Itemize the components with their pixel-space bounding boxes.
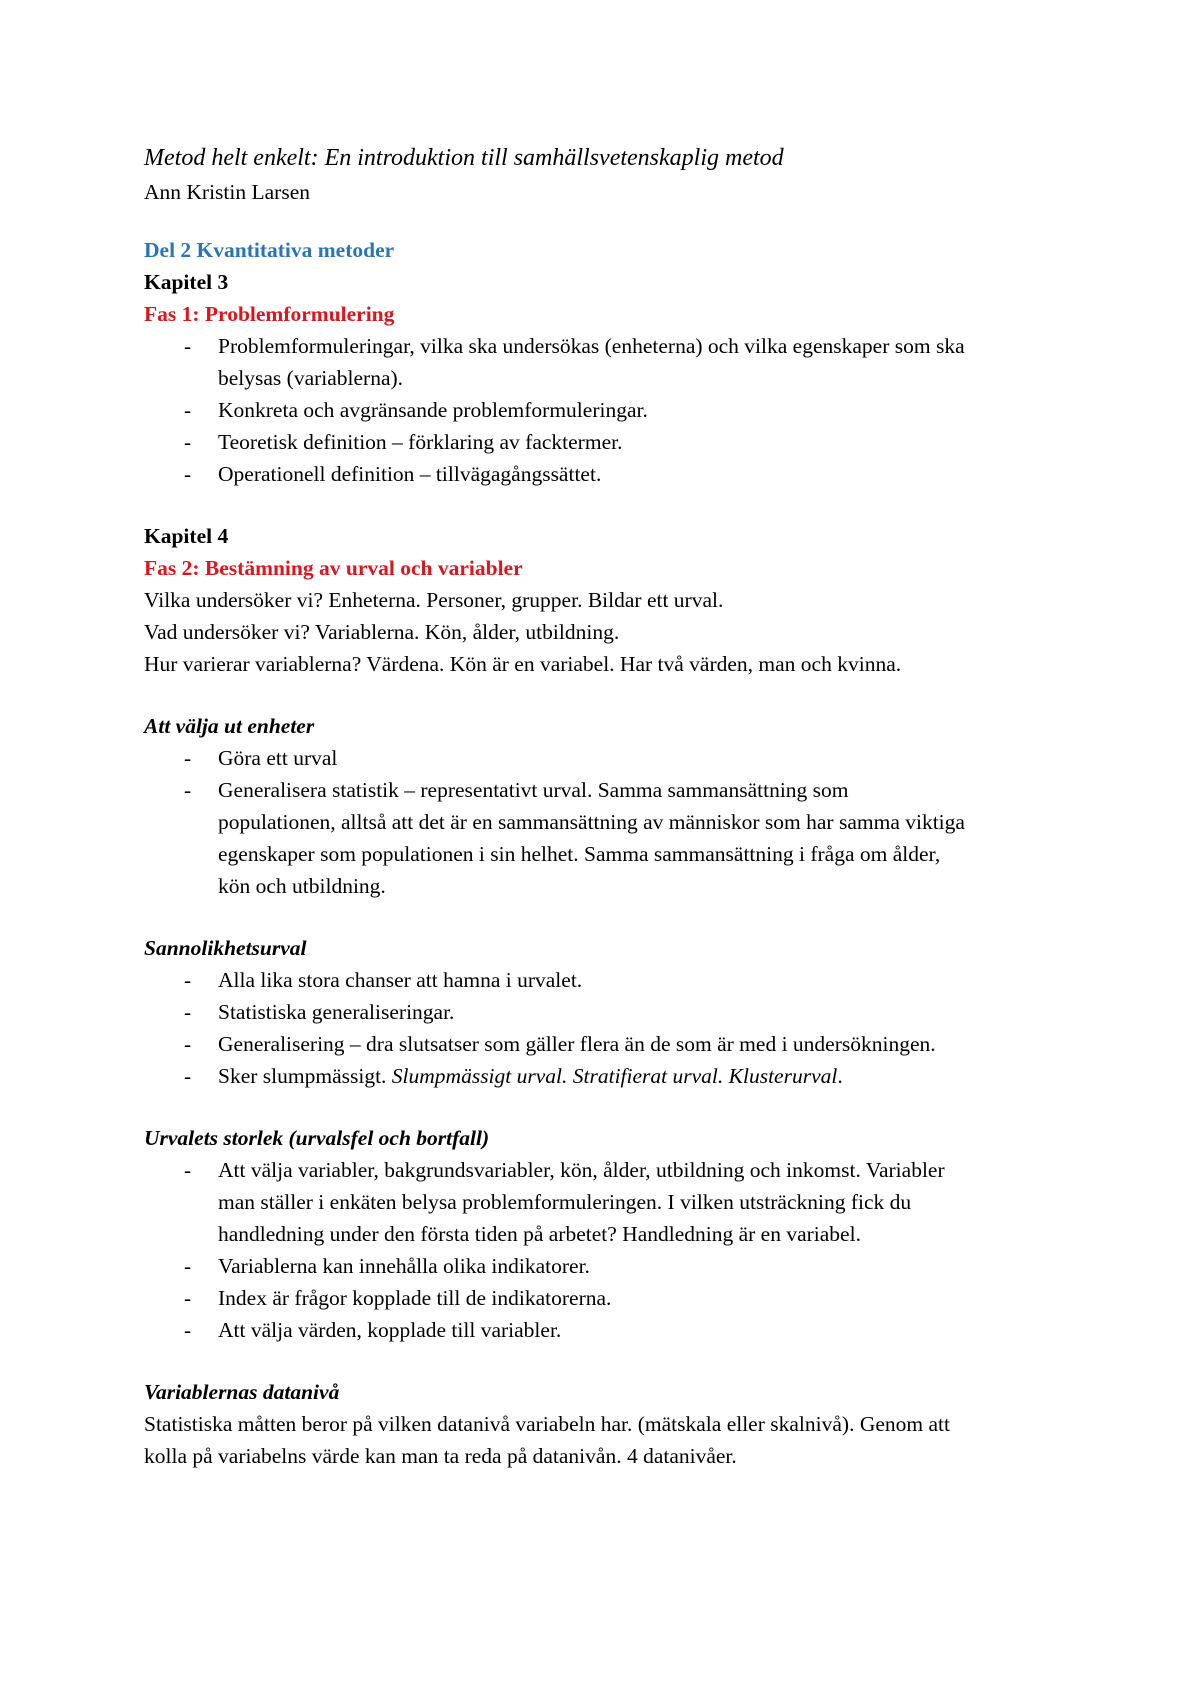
- paragraph-line: Statistiska måtten beror på vilken datanivå variabeln har. (mätskala eller skalnivå). Genom att: [144, 1412, 950, 1436]
- list-item: [144, 330, 1074, 362]
- list-item-text: egenskaper som populationen i sin helhet. Samma sammansättning i fråga om ålder,: [218, 842, 941, 866]
- list-item-text: Variablerna kan innehålla olika indikatorer.: [218, 1254, 590, 1278]
- list-item-italic-text: Slumpmässigt urval. Stratifierat urval. Klusterurval: [391, 1064, 838, 1088]
- enheter-list: [144, 742, 1074, 902]
- dash-marker: -: [184, 1064, 192, 1088]
- list-item-continuation: [144, 1186, 1074, 1218]
- list-item-continuation: [144, 838, 1074, 870]
- list-item-text: Generalisera statistik – representativt urval. Samma sammansättning som: [218, 778, 849, 802]
- part-heading: Del 2 Kvantitativa metoder: [144, 238, 395, 262]
- list-item-text: kön och utbildning.: [218, 874, 386, 898]
- list-item-text: Konkreta och avgränsande problemformuleringar.: [218, 398, 648, 422]
- list-item-text: Göra ett urval: [218, 746, 338, 770]
- list-item-text: belysas (variablerna).: [218, 366, 404, 390]
- list-item: [144, 1060, 1074, 1092]
- list-item: [144, 1154, 1074, 1186]
- paragraph-line: Vilka undersöker vi? Enheterna. Personer, grupper. Bildar ett urval.: [144, 588, 724, 612]
- list-item-continuation: [144, 870, 1074, 902]
- list-item: [144, 996, 1074, 1028]
- list-item-text: Sker slumpmässigt.: [218, 1064, 387, 1088]
- dash-marker: -: [184, 746, 192, 770]
- list-item: [144, 1250, 1074, 1282]
- dash-marker: -: [184, 430, 192, 454]
- list-item-text: Teoretisk definition – förklaring av facktermer.: [218, 430, 623, 454]
- dash-marker: -: [184, 398, 192, 422]
- dash-marker: -: [184, 462, 192, 486]
- list-item: [144, 1028, 1074, 1060]
- section-heading-urvalets-storlek: Urvalets storlek (urvalsfel och bortfall): [144, 1126, 490, 1150]
- section-heading-enheter: Att välja ut enheter: [144, 714, 315, 738]
- list-item-text: handledning under den första tiden på arbetet? Handledning är en variabel.: [218, 1222, 861, 1246]
- dash-marker: -: [184, 778, 192, 802]
- dash-marker: -: [184, 1000, 192, 1024]
- phase-2-heading: Fas 2: Bestämning av urval och variabler: [144, 556, 523, 580]
- list-item-text: Statistiska generaliseringar.: [218, 1000, 455, 1024]
- phase-1-heading: Fas 1: Problemformulering: [144, 302, 395, 326]
- paragraph-line: kolla på variabelns värde kan man ta reda på datanivån. 4 datanivåer.: [144, 1444, 737, 1468]
- section-heading-sannolikhetsurval: Sannolikhetsurval: [144, 936, 307, 960]
- list-item-text: Operationell definition – tillvägagångssättet.: [218, 462, 602, 486]
- list-item-text: man ställer i enkäten belysa problemformuleringen. I vilken utsträckning fick du: [218, 1190, 912, 1214]
- list-item: [144, 426, 1074, 458]
- dash-marker: -: [184, 1254, 192, 1278]
- list-item-text: Problemformuleringar, vilka ska undersökas (enheterna) och vilka egenskaper som ska: [218, 334, 965, 358]
- list-item: [144, 458, 1074, 490]
- list-item: [144, 964, 1074, 996]
- sannolikhet-list: [144, 964, 1074, 1092]
- chapter-3-heading: Kapitel 3: [144, 270, 229, 294]
- chapter-4-heading: Kapitel 4: [144, 524, 229, 548]
- chapter-3-list: [144, 330, 1074, 490]
- list-item: [144, 1282, 1074, 1314]
- list-item: [144, 774, 1074, 806]
- list-item: [144, 742, 1074, 774]
- dash-marker: -: [184, 334, 192, 358]
- book-title: Metod helt enkelt: En introduktion till samhällsvetenskaplig metod: [144, 145, 784, 171]
- dash-marker: -: [184, 1032, 192, 1056]
- list-item-continuation: [144, 1218, 1074, 1250]
- list-item-text: Alla lika stora chanser att hamna i urvalet.: [218, 968, 583, 992]
- list-item-text: Att välja variabler, bakgrundsvariabler, kön, ålder, utbildning och inkomst. Variabler: [218, 1158, 945, 1182]
- storlek-list: [144, 1154, 1074, 1346]
- list-item-text: populationen, alltså att det är en sammansättning av människor som har samma viktiga: [218, 810, 965, 834]
- paragraph-line: Hur varierar variablerna? Värdena. Kön är en variabel. Har två värden, man och kvinna.: [144, 652, 902, 676]
- section-heading-datanivå: Variablernas datanivå: [144, 1380, 340, 1404]
- list-item-text: Generalisering – dra slutsatser som gäller flera än de som är med i undersökningen.: [218, 1032, 936, 1056]
- paragraph-line: Vad undersöker vi? Variablerna. Kön, ålder, utbildning.: [144, 620, 620, 644]
- list-item-continuation: [144, 806, 1074, 838]
- list-item-text: Index är frågor kopplade till de indikatorerna.: [218, 1286, 612, 1310]
- list-item-suffix: .: [837, 1064, 843, 1088]
- dash-marker: -: [184, 968, 192, 992]
- list-item-continuation: [144, 362, 1074, 394]
- list-item: [144, 1314, 1074, 1346]
- book-author: Ann Kristin Larsen: [144, 180, 310, 204]
- dash-marker: -: [184, 1286, 192, 1310]
- dash-marker: -: [184, 1318, 192, 1342]
- list-item-text: Att välja värden, kopplade till variabler.: [218, 1318, 562, 1342]
- dash-marker: -: [184, 1158, 192, 1182]
- document-content: [144, 140, 1074, 1472]
- list-item: [144, 394, 1074, 426]
